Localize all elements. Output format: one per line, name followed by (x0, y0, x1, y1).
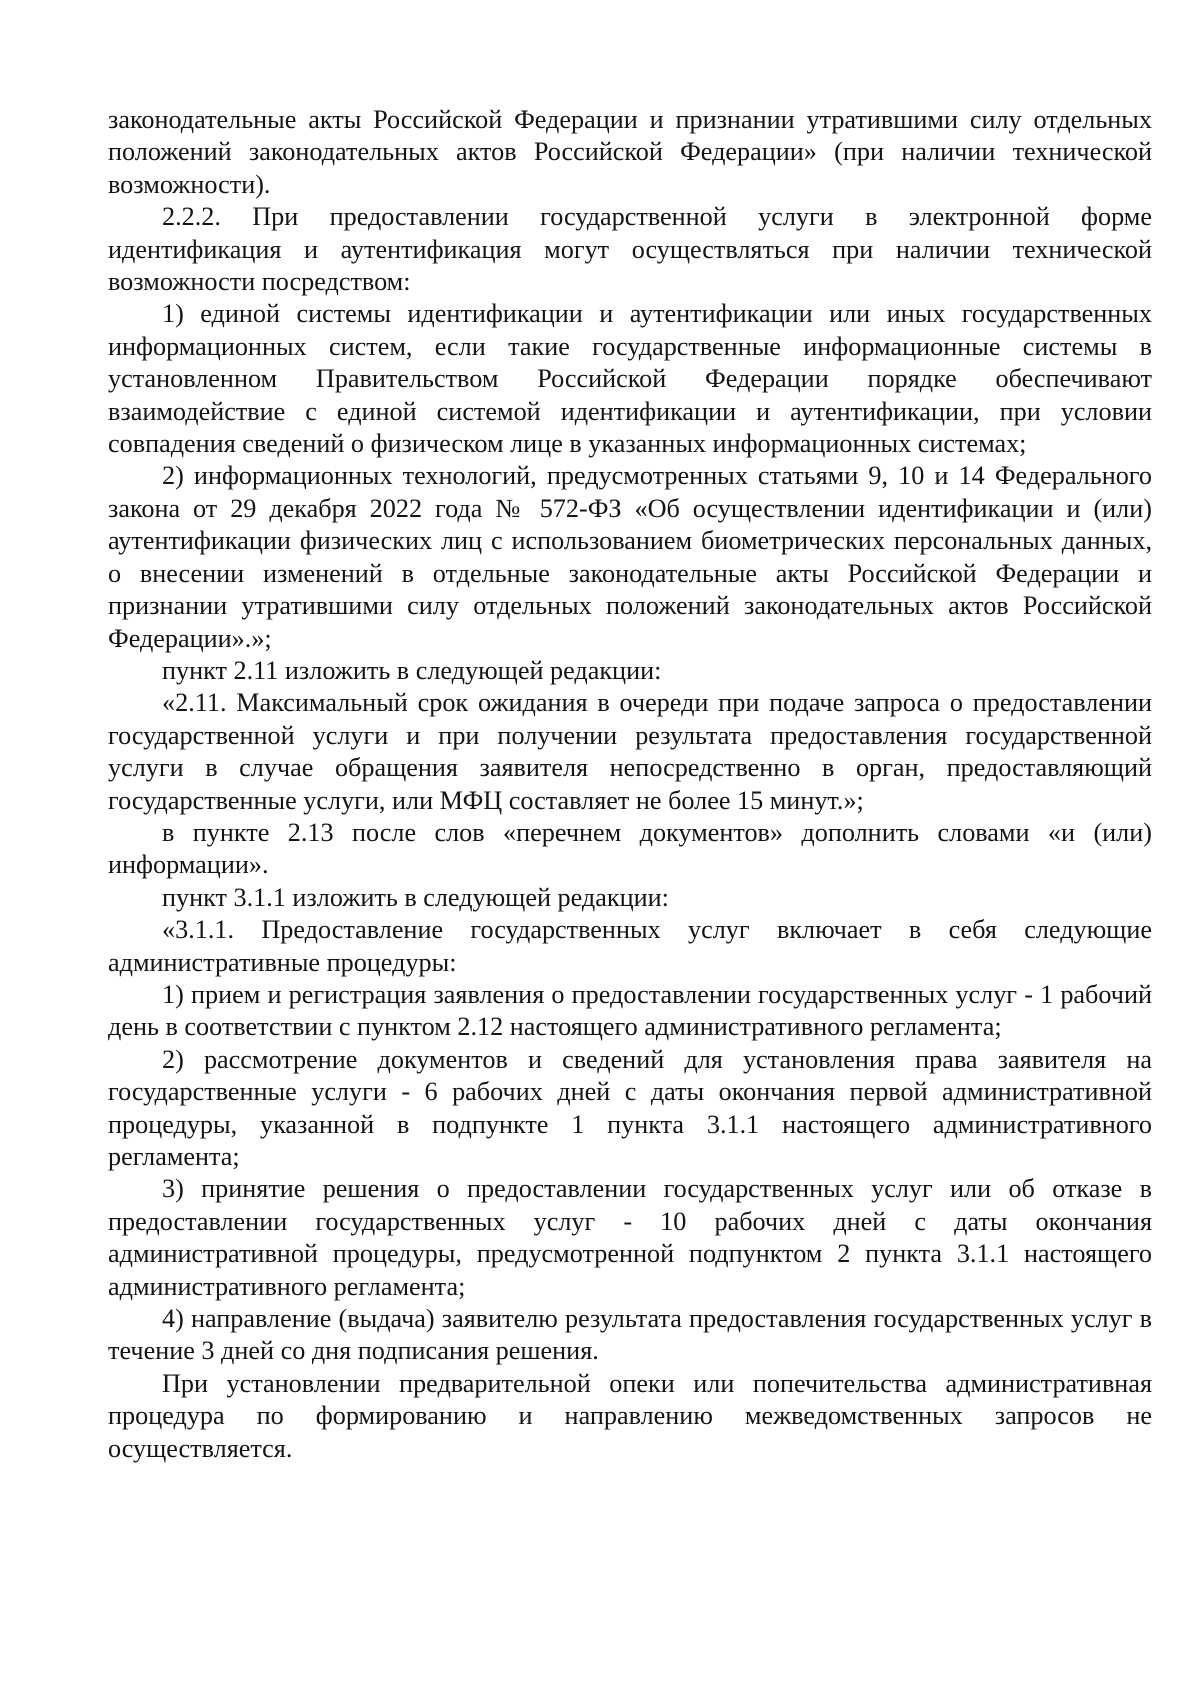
paragraph-2-11-waiting-time: «2.11. Максимальный срок ожидания в очереди при подаче запроса о предоставлении государственной услуги и при получении результата предоставления государственной услуги в случае обращения заявителя непосредственно в орган, предоставляющий государственные услуги, или МФЦ составляет не более 15 минут.»; (108, 688, 1152, 815)
paragraph-item-1-unified-system: 1) единой системы идентификации и аутентификации или иных государственных информационных систем, если такие государственные информационные системы в установленном Правительством Российской Федерации порядке обеспечивают взаимодействие с единой системой идентификации и аутентификации, при условии совпадения сведений о физическом лице в указанных информационных системах; (108, 299, 1152, 459)
paragraph-procedure-2-review: 2) рассмотрение документов и сведений для установления права заявителя на государственные услуги - 6 рабочих дней с даты окончания первой административной процедуры, указанной в подпункте 1 пункта 3.1.1 настоящего административного регламента; (108, 1044, 1152, 1171)
paragraph-clause-2-11-instruction: пункт 2.11 изложить в следующей редакции: (162, 655, 662, 685)
paragraph-procedure-3-decision: 3) принятие решения о предоставлении государственных услуг или об отказе в предоставлении государственных услуг - 10 рабочих дней с даты окончания административной процедуры, предусмотренной подпунктом 2 пункта 3.1.1 настоящего административного регламента; (108, 1174, 1152, 1301)
paragraph-3-1-1-procedures: «3.1.1. Предоставление государственных услуг включает в себя следующие административные процедуры: (108, 915, 1152, 977)
paragraph-preliminary-guardianship: При установлении предварительной опеки или попечительства административная процедура по формированию и направлению межведомственных запросов не осуществляется. (108, 1368, 1152, 1463)
paragraph-item-2-information-technologies: 2) информационных технологий, предусмотренных статьями 9, 10 и 14 Федерального закона от 29 декабря 2022 года № 572-ФЗ «Об осуществлении идентификации и (или) аутентификации физических лиц с использованием биометрических персональных данных, о внесении изменений в отдельные законодательные акты Российской Федерации и признании утратившими силу отдельных положений законодательных актов Российской Федерации».»; (108, 461, 1152, 653)
paragraph-2-2-2-identification: 2.2.2. При предоставлении государственной услуги в электронной форме идентификация и аутентификация могут осуществляться при наличии технической возможности посредством: (108, 202, 1152, 297)
document-body (108, 104, 1152, 1465)
paragraph-procedure-4-result: 4) направление (выдача) заявителю результата предоставления государственных услуг в течение 3 дней со дня подписания решения. (108, 1304, 1152, 1366)
paragraph-clause-3-1-1-instruction: пункт 3.1.1 изложить в следующей редакции: (162, 882, 669, 912)
paragraph-clause-2-13-amendment: в пункте 2.13 после слов «перечнем документов» дополнить словами «и (или) информации». (108, 817, 1152, 880)
paragraph-procedure-1-registration: 1) прием и регистрация заявления о предоставлении государственных услуг - 1 рабочий день в соответствии с пунктом 2.12 настоящего административного регламента; (108, 979, 1152, 1042)
paragraph-continuation-technical-possibility: законодательные акты Российской Федерации и признании утратившими силу отдельных положений законодательных актов Российской Федерации» (при наличии технической возможности). (108, 105, 1152, 199)
